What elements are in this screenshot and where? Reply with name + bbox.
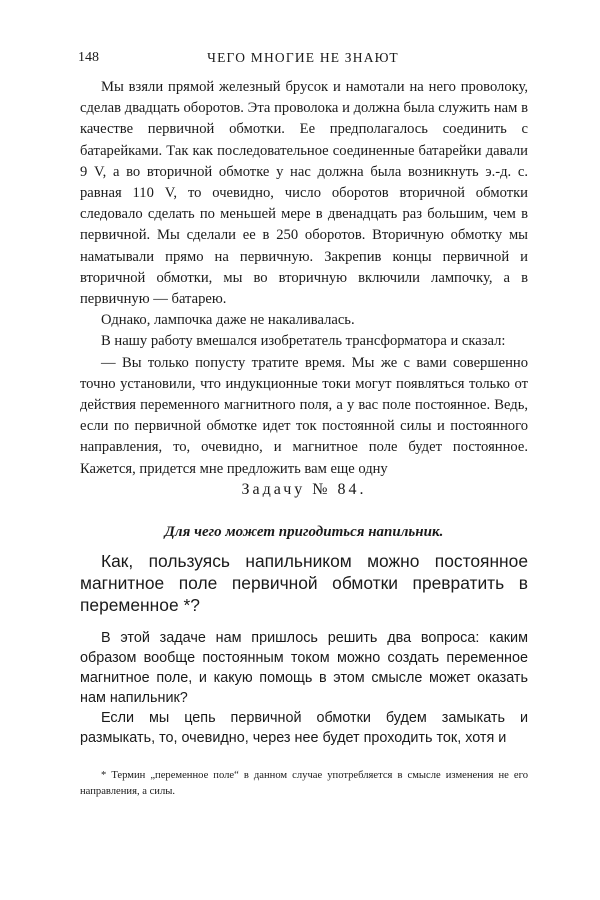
body-text-upper <box>80 77 528 480</box>
page-number: 148 <box>78 50 99 65</box>
section-title: Для чего может пригодиться напильник. <box>164 524 444 540</box>
paragraph: Однако, лампочка даже не накаливалась. <box>101 312 355 329</box>
paragraph: В этой задаче нам пришлось решить два вопроса: каким образом вообще постоянным током можно создать переменное магнитное поле, и какую помощь в этом смысле может оказать нам напильник? <box>80 630 528 706</box>
paragraph: Если мы цепь первичной обмотки будем замыкать и размыкать, то, очевидно, через нее будет проходить ток, хотя и <box>80 710 528 746</box>
problem-title: Задачу № 84. <box>241 481 367 498</box>
running-title: ЧЕГО МНОГИЕ НЕ ЗНАЮТ <box>207 50 399 65</box>
page-header <box>78 50 528 70</box>
problem-question: Как, пользуясь напильником можно постоянное магнитное поле первичной обмотки превратить в переменное *? <box>80 551 528 615</box>
paragraph: — Вы только попусту тратите время. Мы же с вами совершенно точно установили, что индукционные токи могут появляться только от действия переменного магнитного поля, а у вас поле постоянное. Ведь, если по первичной обмотке идет ток постоянной силы и постоянного направления, то, очевидно, и магнитное поле будет постоянное. Кажется, придется мне предложить вам еще одну <box>80 354 528 477</box>
paragraph: В нашу работу вмешался изобретатель трансформатора и сказал: <box>101 333 506 350</box>
body-text-lower <box>80 628 528 748</box>
footnote: * Термин „переменное поле“ в данном случае употребляется в смысле изменения не его направления, а силы. <box>80 770 528 797</box>
paragraph: Мы взяли прямой железный брусок и намотали на него проволоку, сделав двадцать оборотов. Эта проволока и должна была служить нам в качестве первичной обмотки. Ее предполагалось соединить с батарейками. Так как последовательное соединенные батарейки давали 9 V, а во вторичной обмотке у нас должна была возникнуть э.-д. с. равная 110 V, то очевидно, число оборотов вторичной обмотки следовало сделать по меньшей мере в двенадцать раз большим, чем в первичной. Мы сделали ее в 250 оборотов. Вторичную обмотку мы наматывали прямо на первичную. Закрепив концы первичной и вторичной обмотки, мы во вторичную включили лампочку, а в первичную — батарею. <box>80 79 528 308</box>
